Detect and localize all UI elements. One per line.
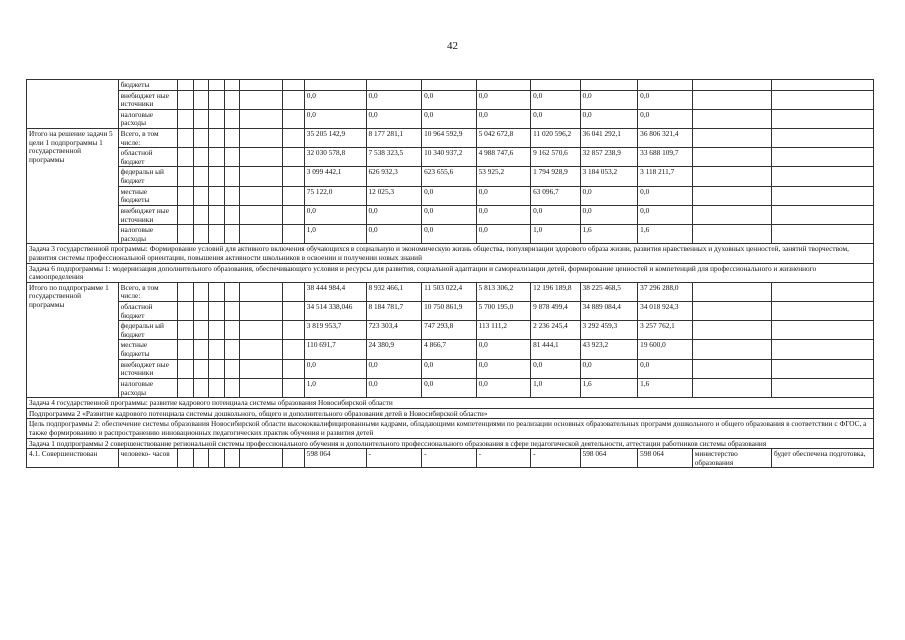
source-label: налоговые расходы [118, 109, 178, 128]
empty-cell [178, 225, 193, 244]
empty-cell [771, 80, 873, 91]
value-cell: 623 655,6 [422, 167, 477, 186]
empty-cell [224, 80, 239, 91]
value-cell: 747 293,8 [422, 321, 477, 340]
empty-cell [224, 129, 239, 148]
value-cell: 32 857 238,9 [580, 148, 638, 167]
empty-cell [209, 80, 224, 91]
value-cell: 9 878 499,4 [531, 302, 580, 321]
empty-cell [178, 378, 193, 397]
value-cell: 0,0 [422, 90, 477, 109]
empty-cell [771, 340, 873, 359]
value-cell: 0,0 [422, 359, 477, 378]
budget-table [26, 79, 874, 468]
empty-cell [692, 90, 771, 109]
empty-cell [224, 148, 239, 167]
empty-cell [193, 321, 208, 340]
empty-cell [239, 205, 282, 224]
empty-cell [178, 205, 193, 224]
empty-cell [771, 167, 873, 186]
empty-cell [209, 186, 224, 205]
source-label: местные бюджеты [118, 186, 178, 205]
value-cell: 63 096,7 [531, 186, 580, 205]
empty-cell [193, 378, 208, 397]
empty-cell [239, 186, 282, 205]
empty-cell [692, 378, 771, 397]
value-cell: 53 925,2 [476, 167, 531, 186]
value-cell: 0,0 [638, 186, 693, 205]
value-cell [638, 80, 693, 91]
empty-cell [283, 90, 305, 109]
value-cell: 4 866,7 [422, 340, 477, 359]
value-cell: 24 380,9 [366, 340, 422, 359]
empty-cell [209, 340, 224, 359]
empty-cell [178, 109, 193, 128]
empty-cell [239, 225, 282, 244]
value-cell: 0,0 [304, 109, 366, 128]
empty-cell [209, 302, 224, 321]
value-cell: 34 018 924,3 [638, 302, 693, 321]
table-row [27, 302, 874, 321]
empty-cell [692, 148, 771, 167]
value-cell: 12 196 189,8 [531, 282, 580, 301]
empty-cell [771, 148, 873, 167]
value-cell: 4 988 747,6 [476, 148, 531, 167]
empty-cell [193, 90, 208, 109]
empty-cell [692, 167, 771, 186]
empty-cell [771, 359, 873, 378]
value-cell [580, 80, 638, 91]
table-row [27, 340, 874, 359]
source-label: федеральн ый бюджет [118, 167, 178, 186]
empty-cell [193, 109, 208, 128]
value-cell: 81 444,1 [531, 340, 580, 359]
empty-cell [209, 109, 224, 128]
task-4-heading: Задача 4 государственной программы: развитие кадрового потенциала системы образования Новосибирской области [27, 398, 874, 409]
empty-cell [692, 282, 771, 301]
table-row [27, 263, 874, 282]
empty-cell [239, 129, 282, 148]
responsible-cell: министерство образования [692, 449, 771, 468]
value-cell: 8 184 781,7 [366, 302, 422, 321]
empty-cell [239, 282, 282, 301]
empty-cell [209, 225, 224, 244]
value-cell: 43 923,2 [580, 340, 638, 359]
empty-cell [209, 359, 224, 378]
table-row [27, 408, 874, 419]
value-cell: 11 020 596,2 [531, 129, 580, 148]
value-cell: 5 042 672,8 [476, 129, 531, 148]
value-cell: 0,0 [422, 205, 477, 224]
empty-cell [224, 205, 239, 224]
group-label: Итого на решение задачи 5 цели 1 подпрограммы 1 государственной программы [27, 129, 119, 244]
empty-cell [209, 282, 224, 301]
empty-cell [771, 225, 873, 244]
empty-cell [224, 321, 239, 340]
empty-cell [193, 302, 208, 321]
empty-cell [178, 302, 193, 321]
value-cell: 1,0 [531, 378, 580, 397]
empty-cell [283, 449, 305, 468]
empty-cell [209, 449, 224, 468]
table-body [27, 80, 874, 468]
empty-cell [178, 359, 193, 378]
value-cell: 0,0 [476, 359, 531, 378]
empty-cell [224, 109, 239, 128]
value-cell: 0,0 [531, 109, 580, 128]
source-label: налоговые расходы [118, 378, 178, 397]
empty-cell [178, 186, 193, 205]
source-label: местные бюджеты [118, 340, 178, 359]
table-row [27, 359, 874, 378]
empty-cell [178, 282, 193, 301]
empty-cell [239, 167, 282, 186]
empty-cell [771, 129, 873, 148]
source-label: федеральн ый бюджет [118, 321, 178, 340]
empty-cell [692, 186, 771, 205]
value-cell: 0,0 [531, 205, 580, 224]
table-row [27, 244, 874, 263]
value-cell: 0,0 [580, 90, 638, 109]
value-cell: 0,0 [366, 109, 422, 128]
empty-cell [239, 359, 282, 378]
value-cell: 38 444 984,4 [304, 282, 366, 301]
source-label: внебюджет ные источники [118, 205, 178, 224]
measure-name: 4.1. Совершенствован [27, 449, 119, 468]
empty-cell [771, 321, 873, 340]
empty-cell [193, 225, 208, 244]
value-cell: 5 813 306,2 [476, 282, 531, 301]
value-cell: - [531, 449, 580, 468]
source-label: Всего, в том числе: [118, 282, 178, 301]
empty-cell [193, 449, 208, 468]
source-label: налоговые расходы [118, 225, 178, 244]
table-row [27, 80, 874, 91]
value-cell: 0,0 [580, 109, 638, 128]
value-cell: 598 064 [304, 449, 366, 468]
empty-cell [283, 321, 305, 340]
empty-cell [178, 129, 193, 148]
value-cell [366, 80, 422, 91]
empty-cell [224, 225, 239, 244]
empty-cell [283, 148, 305, 167]
empty-cell [209, 90, 224, 109]
empty-cell [283, 129, 305, 148]
empty-cell [178, 321, 193, 340]
value-cell: 37 296 288,0 [638, 282, 693, 301]
empty-cell [239, 340, 282, 359]
empty-cell [193, 80, 208, 91]
table-row [27, 419, 874, 438]
source-label: Всего, в том числе: [118, 129, 178, 148]
empty-cell [771, 109, 873, 128]
value-cell: 33 688 109,7 [638, 148, 693, 167]
value-cell: 0,0 [422, 378, 477, 397]
table-row [27, 148, 874, 167]
value-cell: 723 303,4 [366, 321, 422, 340]
table-row [27, 109, 874, 128]
empty-cell [771, 186, 873, 205]
value-cell: 1,0 [304, 225, 366, 244]
table-row [27, 438, 874, 449]
value-cell: 1,6 [638, 225, 693, 244]
empty-cell [771, 302, 873, 321]
group-label: Итого по подпрограмме 1 государственной программы [27, 282, 119, 397]
empty-cell [692, 321, 771, 340]
empty-cell [224, 359, 239, 378]
empty-cell [239, 321, 282, 340]
empty-cell [209, 205, 224, 224]
empty-cell [283, 80, 305, 91]
empty-cell [771, 205, 873, 224]
value-cell: 0,0 [476, 90, 531, 109]
value-cell: 626 932,3 [366, 167, 422, 186]
value-cell: 3 819 953,7 [304, 321, 366, 340]
value-cell: 0,0 [580, 186, 638, 205]
empty-cell [178, 449, 193, 468]
empty-cell [178, 167, 193, 186]
value-cell [422, 80, 477, 91]
empty-cell [283, 205, 305, 224]
empty-cell [771, 90, 873, 109]
value-cell: 0,0 [366, 90, 422, 109]
empty-cell [692, 205, 771, 224]
value-cell: 0,0 [366, 359, 422, 378]
value-cell: 10 750 861,9 [422, 302, 477, 321]
empty-cell [209, 148, 224, 167]
value-cell: 19 600,0 [638, 340, 693, 359]
task-1-heading: Задача 1 подпрограммы 2 совершенствование региональной системы профессионального обучения и дополнительного профессионального образования в сфере педагогической деятельности, аттестации работников системы образования [27, 438, 874, 449]
empty-cell [224, 449, 239, 468]
empty-cell [771, 378, 873, 397]
value-cell: 12 025,3 [366, 186, 422, 205]
table-row [27, 167, 874, 186]
value-cell: - [422, 449, 477, 468]
source-label: областной бюджет [118, 148, 178, 167]
value-cell: 0,0 [476, 340, 531, 359]
value-cell: 3 257 762,1 [638, 321, 693, 340]
value-cell: 0,0 [304, 90, 366, 109]
source-label: внебюджет ные источники [118, 90, 178, 109]
empty-cell [209, 321, 224, 340]
value-cell: 34 514 338,046 [304, 302, 366, 321]
empty-cell [771, 282, 873, 301]
value-cell: 35 205 142,9 [304, 129, 366, 148]
value-cell: 0,0 [638, 205, 693, 224]
value-cell: 598 064 [638, 449, 693, 468]
value-cell: 1,0 [531, 225, 580, 244]
value-cell: 113 111,2 [476, 321, 531, 340]
empty-cell [239, 378, 282, 397]
empty-cell [178, 340, 193, 359]
table-row [27, 282, 874, 301]
empty-cell [283, 340, 305, 359]
empty-cell [224, 186, 239, 205]
empty-cell [283, 109, 305, 128]
value-cell: 75 122,0 [304, 186, 366, 205]
task-3-heading: Задача 3 государственной программы: Формирование условий для активного включения обучающихся в социальную и экономическую жизнь общества, популяризации здорового образа жизни, развития нравственных и духовных ценностей, занятий творчеством, развития системы профессиональной ориентации, повышения активности школьников в освоении и получении новых знаний [27, 244, 874, 263]
empty-cell [692, 80, 771, 91]
value-cell: 3 184 053,2 [580, 167, 638, 186]
value-cell [476, 80, 531, 91]
value-cell: 0,0 [638, 359, 693, 378]
value-cell: 1 794 928,9 [531, 167, 580, 186]
empty-cell [239, 109, 282, 128]
table-row [27, 129, 874, 148]
value-cell: 0,0 [476, 225, 531, 244]
value-cell: 0,0 [638, 90, 693, 109]
value-cell: 0,0 [580, 205, 638, 224]
value-cell: 1,0 [304, 378, 366, 397]
value-cell: 1,6 [580, 225, 638, 244]
measure-unit: человеко- часов [118, 449, 178, 468]
page-number: 42 [447, 40, 458, 52]
value-cell: 0,0 [366, 225, 422, 244]
empty-cell [224, 167, 239, 186]
empty-cell [27, 80, 119, 129]
empty-cell [193, 148, 208, 167]
value-cell [304, 80, 366, 91]
empty-cell [193, 186, 208, 205]
value-cell: 8 177 281,1 [366, 129, 422, 148]
table-row [27, 321, 874, 340]
result-cell: будет обеспечена подготовка, [771, 449, 873, 468]
goal-2-heading: Цель подпрограммы 2: обеспечение системы образования Новосибирской области высококвалифицированными кадрами, обладающими компетенциями по реализации основных образовательных программ дошкольного и общего образования в соответствии с ФГОС, а также формированию и распространению инновационных педагогических практик обучения и развития детей [27, 419, 874, 438]
empty-cell [692, 340, 771, 359]
value-cell: 5 700 195,0 [476, 302, 531, 321]
table-row [27, 449, 874, 468]
empty-cell [224, 282, 239, 301]
value-cell: 10 340 937,2 [422, 148, 477, 167]
value-cell: 34 889 084,4 [580, 302, 638, 321]
empty-cell [283, 167, 305, 186]
empty-cell [209, 129, 224, 148]
value-cell: 0,0 [304, 359, 366, 378]
empty-cell [692, 129, 771, 148]
empty-cell [692, 225, 771, 244]
empty-cell [283, 302, 305, 321]
value-cell: 1,6 [580, 378, 638, 397]
value-cell: 0,0 [366, 205, 422, 224]
value-cell: 0,0 [422, 186, 477, 205]
empty-cell [283, 282, 305, 301]
value-cell: 3 292 459,3 [580, 321, 638, 340]
value-cell: 0,0 [304, 205, 366, 224]
empty-cell [283, 186, 305, 205]
value-cell [531, 80, 580, 91]
empty-cell [224, 340, 239, 359]
value-cell: 3 118 211,7 [638, 167, 693, 186]
empty-cell [178, 90, 193, 109]
empty-cell [239, 449, 282, 468]
empty-cell [692, 302, 771, 321]
empty-cell [239, 90, 282, 109]
empty-cell [178, 148, 193, 167]
value-cell: 0,0 [422, 225, 477, 244]
table-row [27, 205, 874, 224]
value-cell: 1,6 [638, 378, 693, 397]
empty-cell [209, 378, 224, 397]
value-cell: 0,0 [531, 90, 580, 109]
value-cell: 110 691,7 [304, 340, 366, 359]
empty-cell [209, 167, 224, 186]
value-cell: 38 225 468,5 [580, 282, 638, 301]
empty-cell [193, 167, 208, 186]
value-cell: 9 162 570,6 [531, 148, 580, 167]
value-cell: 0,0 [476, 109, 531, 128]
source-label: областной бюджет [118, 302, 178, 321]
empty-cell [193, 205, 208, 224]
table-row [27, 398, 874, 409]
value-cell: 598 064 [580, 449, 638, 468]
value-cell: 0,0 [422, 109, 477, 128]
value-cell: 10 964 592,9 [422, 129, 477, 148]
value-cell: 8 932 466,1 [366, 282, 422, 301]
value-cell: 11 503 022,4 [422, 282, 477, 301]
empty-cell [692, 359, 771, 378]
empty-cell [692, 109, 771, 128]
empty-cell [193, 340, 208, 359]
empty-cell [224, 378, 239, 397]
value-cell: - [366, 449, 422, 468]
value-cell: 3 099 442,1 [304, 167, 366, 186]
value-cell: 0,0 [476, 186, 531, 205]
empty-cell [193, 359, 208, 378]
empty-cell [224, 302, 239, 321]
table-row [27, 378, 874, 397]
table-row [27, 225, 874, 244]
subprogram-2-heading: Подпрограмма 2 «Развитие кадрового потенциала системы дошкольного, общего и дополнительного образования детей в Новосибирской области» [27, 408, 874, 419]
value-cell: 36 806 321,4 [638, 129, 693, 148]
empty-cell [193, 129, 208, 148]
table-row [27, 186, 874, 205]
empty-cell [283, 359, 305, 378]
source-label: бюджеты [118, 80, 178, 91]
source-label: внебюджет ные источники [118, 359, 178, 378]
value-cell: 0,0 [531, 359, 580, 378]
value-cell: 0,0 [366, 378, 422, 397]
empty-cell [178, 80, 193, 91]
value-cell: 32 030 578,8 [304, 148, 366, 167]
empty-cell [193, 282, 208, 301]
value-cell: 0,0 [580, 359, 638, 378]
value-cell: 36 041 292,1 [580, 129, 638, 148]
value-cell: - [476, 449, 531, 468]
value-cell: 0,0 [476, 205, 531, 224]
empty-cell [224, 90, 239, 109]
value-cell: 0,0 [476, 378, 531, 397]
value-cell: 2 236 245,4 [531, 321, 580, 340]
empty-cell [283, 378, 305, 397]
empty-cell [239, 80, 282, 91]
empty-cell [239, 148, 282, 167]
table-row [27, 90, 874, 109]
value-cell: 7 538 323,5 [366, 148, 422, 167]
empty-cell [239, 302, 282, 321]
empty-cell [283, 225, 305, 244]
value-cell: 0,0 [638, 109, 693, 128]
task-6-heading: Задача 6 подпрограммы 1: модернизация дополнительного образования, обеспечивающего условия и ресурсы для развития, социальной адаптации и самореализации детей, формирование ценностей и компетенций для профессионального и жизненного самоопределения [27, 263, 874, 282]
